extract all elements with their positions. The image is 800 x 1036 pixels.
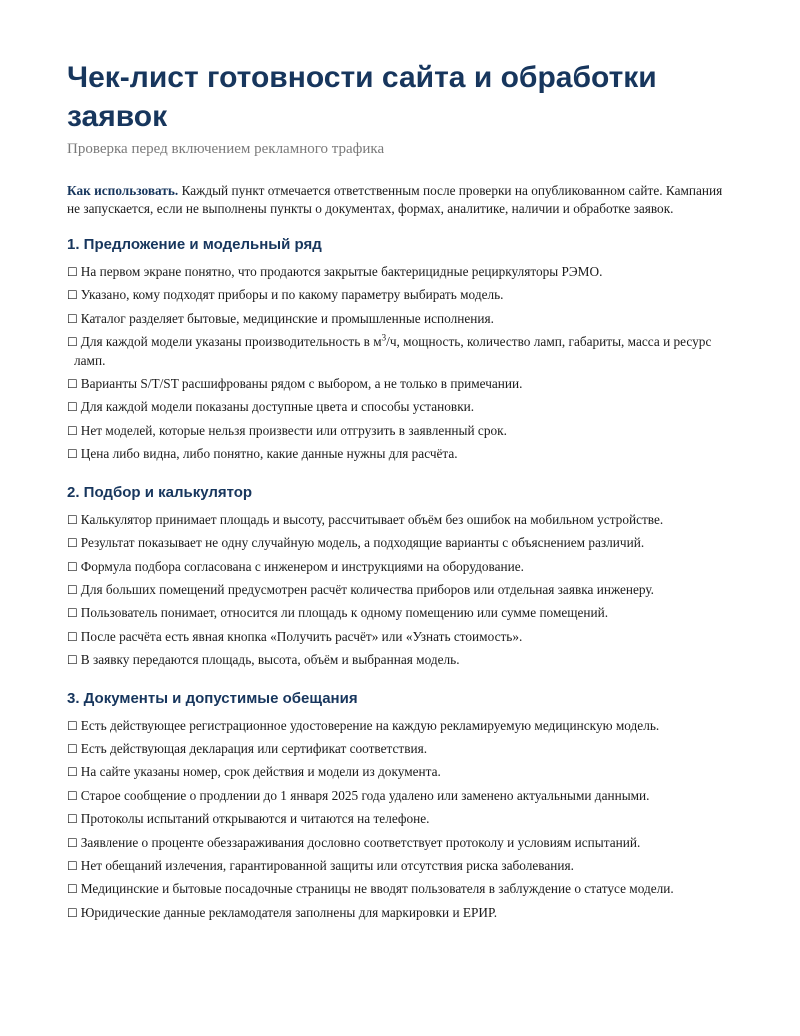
item-text: Пользователь понимает, относится ли площадь к одному помещению или сумме помещений. [80, 605, 609, 621]
checklist-item[interactable] [67, 581, 735, 600]
checklist-item[interactable] [67, 628, 735, 647]
checklist-item[interactable] [67, 263, 735, 282]
checkbox-icon[interactable]: ☐ [67, 905, 78, 920]
checkbox-icon[interactable]: ☐ [67, 559, 78, 574]
checklist-item[interactable] [67, 375, 735, 394]
page-subtitle: Проверка перед включением рекламного трафика [67, 141, 385, 157]
section-calculator [67, 483, 735, 670]
checklist-item[interactable] [67, 904, 735, 923]
checklist-item[interactable] [67, 422, 735, 441]
document-page [67, 58, 735, 927]
checklist-item[interactable] [67, 445, 735, 464]
checklist [67, 511, 735, 670]
section-heading: 2. Подбор и калькулятор [67, 483, 253, 501]
checklist-item[interactable] [67, 857, 735, 876]
checkbox-icon[interactable]: ☐ [67, 788, 78, 803]
item-text: Нет обещаний излечения, гарантированной защиты или отсутствия риска заболевания. [80, 857, 574, 873]
checklist-item[interactable] [67, 810, 735, 829]
checkbox-icon[interactable]: ☐ [67, 812, 78, 827]
item-text: Для больших помещений предусмотрен расчёт количества приборов или отдельная заявка инженеру. [80, 581, 654, 597]
checklist-item[interactable] [67, 333, 735, 370]
superscript-3: 3 [381, 332, 387, 343]
item-text: На сайте указаны номер, срок действия и модели из документа. [80, 764, 441, 780]
checklist-item[interactable] [67, 740, 735, 759]
checklist-item[interactable] [67, 604, 735, 623]
checklist-item[interactable] [67, 511, 735, 530]
checkbox-icon[interactable]: ☐ [67, 447, 78, 462]
checkbox-icon[interactable]: ☐ [67, 606, 78, 621]
checkbox-icon[interactable]: ☐ [67, 512, 78, 527]
item-text: Варианты S/T/ST расшифрованы рядом с выбором, а не только в примечании. [80, 376, 523, 392]
item-text: Результат показывает не одну случайную модель, а подходящие варианты с объяснением различий. [80, 535, 645, 551]
page-title: Чек-лист готовности сайта и обработки заявок [67, 61, 657, 133]
section-offer [67, 235, 735, 464]
checkbox-icon[interactable]: ☐ [67, 335, 78, 350]
item-text: На первом экране понятно, что продаются закрытые бактерицидные рециркуляторы РЭМО. [80, 264, 603, 279]
checkbox-icon[interactable]: ☐ [67, 265, 78, 279]
checklist-item[interactable] [67, 286, 735, 305]
checkbox-icon[interactable]: ☐ [67, 629, 78, 644]
checkbox-icon[interactable]: ☐ [67, 582, 78, 597]
item-text-pre: Для каждой модели указаны производительность в м [80, 334, 382, 350]
checklist-item[interactable] [67, 763, 735, 782]
section-documents [67, 689, 735, 923]
checklist [67, 263, 735, 464]
checkbox-icon[interactable]: ☐ [67, 882, 78, 897]
checkbox-icon[interactable]: ☐ [67, 718, 78, 733]
checkbox-icon[interactable]: ☐ [67, 311, 78, 326]
checklist-item[interactable] [67, 717, 735, 736]
item-text: Юридические данные рекламодателя заполнены для маркировки и ЕРИР. [80, 904, 498, 920]
item-text: Есть действующая декларация или сертификат соответствия. [80, 740, 428, 756]
item-text: Каталог разделяет бытовые, медицинские и промышленные исполнения. [80, 310, 494, 326]
item-text: Нет моделей, которые нельзя произвести или отгрузить в заявленный срок. [80, 422, 507, 438]
item-text: Формула подбора согласована с инженером и инструкциями на оборудование. [80, 558, 524, 574]
checkbox-icon[interactable]: ☐ [67, 377, 78, 392]
intro-lead: Как использовать. [67, 183, 179, 198]
intro-text: Каждый пункт отмечается ответственным после проверки на опубликованном сайте. Кампания не запускается, если не выполнены пункты о документах, формах, аналитике, наличии и обработке заявок. [67, 183, 723, 216]
item-text: Калькулятор принимает площадь и высоту, рассчитывает объём без ошибок на мобильном устройстве. [80, 511, 664, 527]
item-text: Есть действующее регистрационное удостоверение на каждую рекламируемую медицинскую модель. [80, 717, 660, 733]
item-text: Старое сообщение о продлении до 1 января 2025 года удалено или заменено актуальными данными. [80, 787, 650, 803]
checklist [67, 717, 735, 923]
intro-paragraph [67, 182, 735, 218]
checkbox-icon[interactable]: ☐ [67, 835, 78, 850]
item-text: Для каждой модели показаны доступные цвета и способы установки. [80, 399, 475, 415]
checklist-item[interactable] [67, 651, 735, 670]
checklist-item[interactable] [67, 880, 735, 899]
item-text: После расчёта есть явная кнопка «Получить расчёт» или «Узнать стоимость». [80, 628, 523, 644]
checklist-item[interactable] [67, 310, 735, 329]
checklist-item[interactable] [67, 398, 735, 417]
checklist-item[interactable] [67, 534, 735, 553]
section-heading: 3. Документы и допустимые обещания [67, 689, 358, 707]
checklist-item[interactable] [67, 558, 735, 577]
item-text: В заявку передаются площадь, высота, объём и выбранная модель. [80, 652, 460, 668]
checklist-item[interactable] [67, 787, 735, 806]
item-text: Заявление о проценте обеззараживания дословно соответствует протоколу и условиям испытаний. [80, 834, 641, 850]
checkbox-icon[interactable]: ☐ [67, 858, 78, 873]
checkbox-icon[interactable]: ☐ [67, 765, 78, 780]
checkbox-icon[interactable]: ☐ [67, 536, 78, 551]
checklist-item[interactable] [67, 834, 735, 853]
checkbox-icon[interactable]: ☐ [67, 653, 78, 668]
section-heading: 1. Предложение и модельный ряд [67, 236, 322, 253]
checkbox-icon[interactable]: ☐ [67, 400, 78, 415]
item-text: Указано, кому подходят приборы и по какому параметру выбирать модель. [80, 287, 504, 303]
checkbox-icon[interactable]: ☐ [67, 741, 78, 756]
item-text: Медицинские и бытовые посадочные страницы не вводят пользователя в заблуждение о статусе модели. [80, 881, 674, 897]
item-text-post: /ч, мощность, количество ламп, габариты, масса и ресурс ламп. [74, 334, 712, 368]
item-text: Цена либо видна, либо понятно, какие данные нужны для расчёта. [80, 446, 458, 462]
checkbox-icon[interactable]: ☐ [67, 423, 78, 438]
checkbox-icon[interactable]: ☐ [67, 288, 78, 303]
item-text: Протоколы испытаний открываются и читаются на телефоне. [80, 811, 430, 827]
